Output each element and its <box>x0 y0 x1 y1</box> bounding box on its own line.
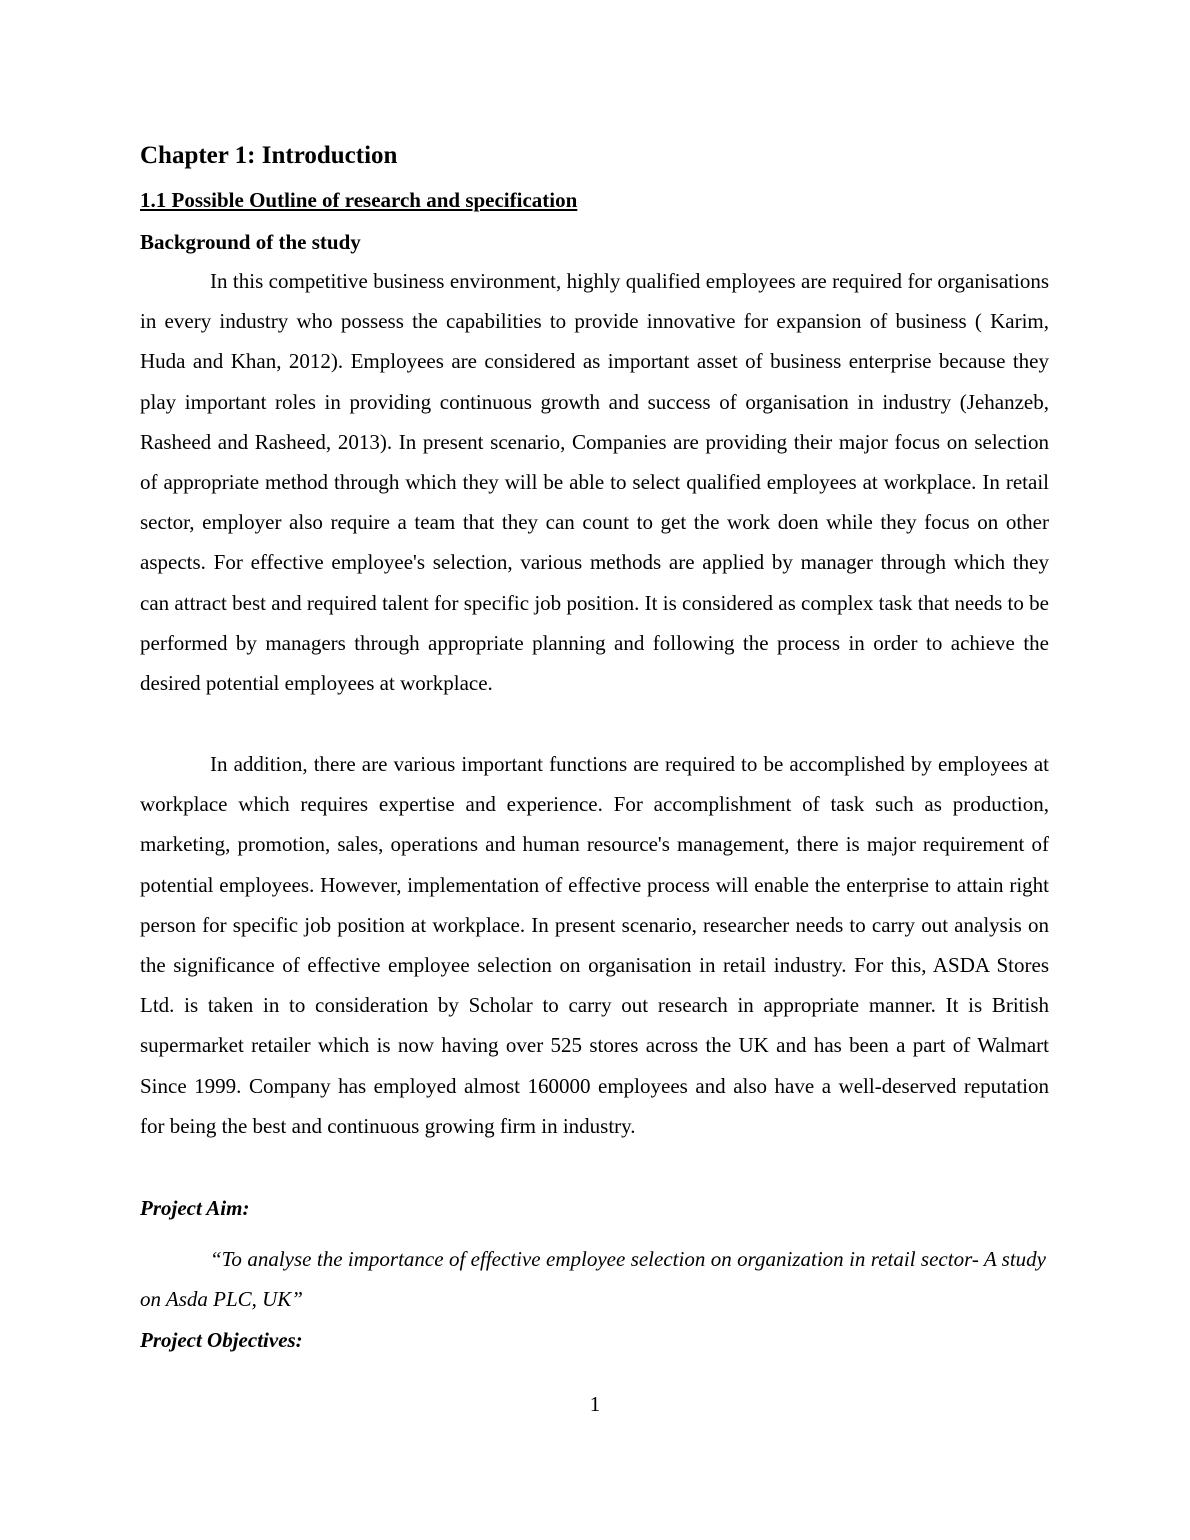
background-paragraph-2: In addition, there are various important functions are required to be accomplished by employees at workplace which requires expertise and experience. For accomplishment of task such as production, marketing, promotion, sales, operations and human resource's management, there is major requirement of potential employees. However, implementation of effective process will enable the enterprise to attain right person for specific job position at workplace. In present scenario, researcher needs to carry out analysis on the significance of effective employee selection on organisation in retail industry. For this, ASDA Stores Ltd. is taken in to consideration by Scholar to carry out research in appropriate manner. It is British supermarket retailer which is now having over 525 stores across the UK and has been a part of Walmart Since 1999. Company has employed almost 160000 employees and also have a well-deserved reputation for being the best and continuous growing firm in industry. <box>140 752 1049 1138</box>
page-number: 1 <box>589 1392 601 1416</box>
project-aim-text: “To analyse the importance of effective employee selection on organization in retail sector- A study on Asda PLC, UK” <box>140 1247 1046 1311</box>
background-heading: Background of the study <box>140 230 361 254</box>
chapter-title: Chapter 1: Introduction <box>140 142 398 169</box>
section-title: 1.1 Possible Outline of research and specification <box>140 188 578 212</box>
background-paragraph-1: In this competitive business environment, highly qualified employees are required for organisations in every industry who possess the capabilities to provide innovative for expansion of business ( Karim, Huda and Khan, 2012). Employees are considered as important asset of business enterprise because they play important roles in providing continuous growth and success of organisation in industry (Jehanzeb, Rasheed and Rasheed, 2013). In present scenario, Companies are providing their major focus on selection of appropriate method through which they will be able to select qualified employees at workplace. In retail sector, employer also require a team that they can count to get the work doen while they focus on other aspects. For effective employee's selection, various methods are applied by manager through which they can attract best and required talent for specific job position. It is considered as complex task that needs to be performed by managers through appropriate planning and following the process in order to achieve the desired potential employees at workplace. <box>140 269 1049 696</box>
project-objectives-heading: Project Objectives: <box>140 1328 303 1352</box>
project-aim-heading: Project Aim: <box>140 1196 250 1220</box>
